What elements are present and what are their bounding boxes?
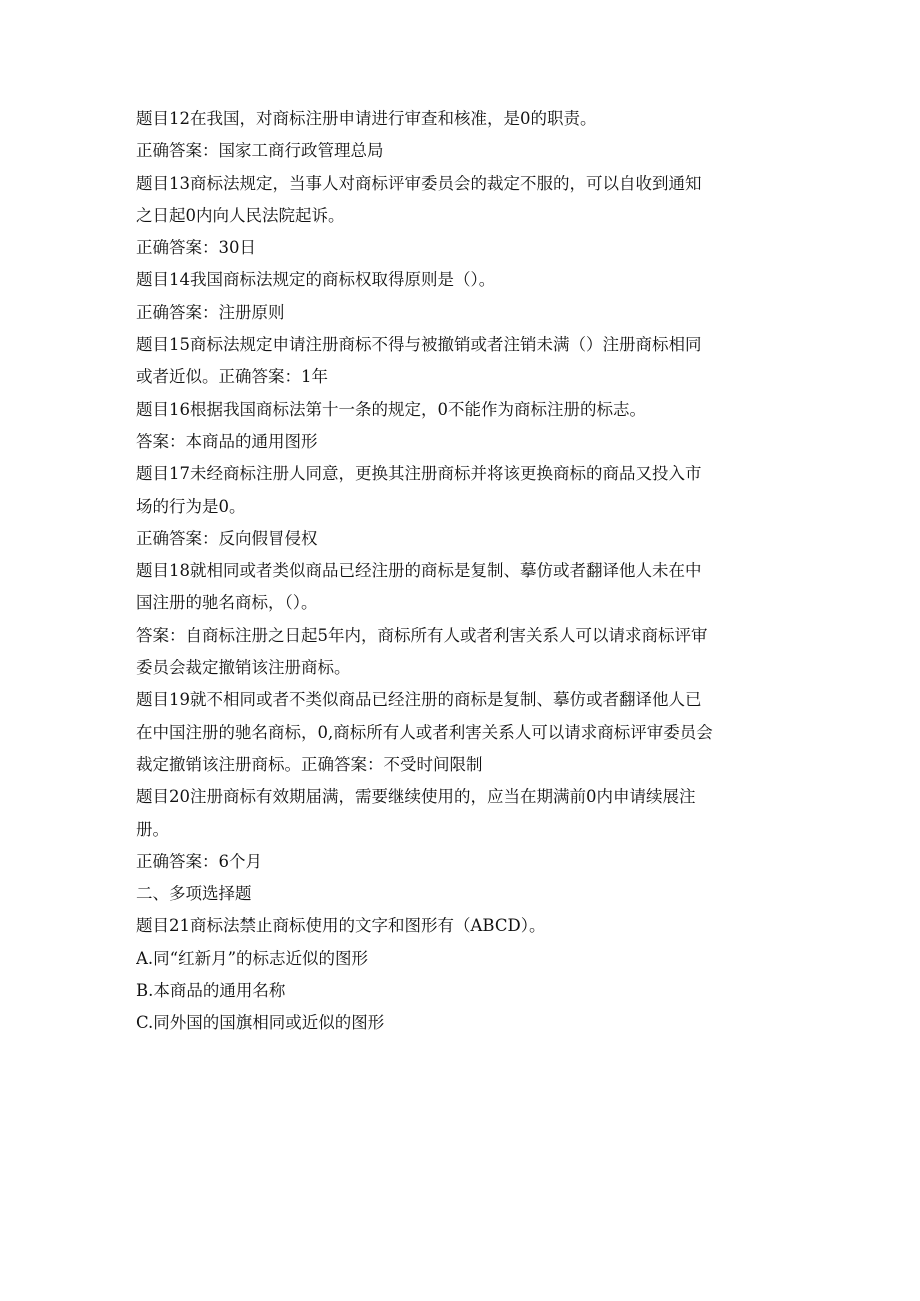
option-a: A.同“红新月”的标志近似的图形: [136, 948, 369, 968]
text-line: 题目17未经商标注册人同意，更换其注册商标并将该更换商标的商品又投入市: [136, 464, 702, 484]
text-line: 答案：自商标注册之日起5年内，商标所有人或者利害关系人可以请求商标评审: [136, 625, 708, 645]
text-line: 题目21商标法禁止商标使用的文字和图形有（ABCD）。: [136, 916, 546, 936]
text-line: 题目18就相同或者类似商品已经注册的商标是复制、摹仿或者翻译他人未在中: [136, 561, 702, 581]
text-line: 或者近似。正确答案：1年: [136, 367, 328, 387]
text-line: 正确答案：6个月: [136, 851, 262, 871]
text-line: 正确答案：注册原则: [136, 302, 285, 322]
text-line: 册。: [136, 819, 169, 839]
text-line: 之日起0内向人民法院起诉。: [136, 205, 345, 225]
text-line: 场的行为是0。: [136, 496, 246, 516]
text-line: 题目16根据我国商标法第十一条的规定，0不能作为商标注册的标志。: [136, 399, 646, 419]
text-line: 国注册的驰名商标，（）。: [136, 593, 318, 613]
text-line: 正确答案：30日: [136, 238, 256, 258]
text-line: 题目19就不相同或者不类似商品已经注册的商标是复制、摹仿或者翻译他人已: [136, 690, 702, 710]
section-heading: 二、多项选择题: [136, 884, 252, 904]
text-line: 正确答案：国家工商行政管理总局: [136, 141, 384, 161]
text-line: 题目20注册商标有效期届满，需要继续使用的，应当在期满前0内申请续展注: [136, 787, 696, 807]
document-body: [136, 103, 786, 1040]
option-c: C.同外国的国旗相同或近似的图形: [136, 1013, 385, 1033]
text-line: 题目15商标法规定申请注册商标不得与被撤销或者注销未满（）注册商标相同: [136, 335, 702, 355]
text-line: 在中国注册的驰名商标，0,商标所有人或者利害关系人可以请求商标评审委员会: [136, 722, 713, 742]
text-line: 裁定撤销该注册商标。正确答案：不受时间限制: [136, 754, 483, 774]
text-line: 题目14我国商标法规定的商标权取得原则是（）。: [136, 270, 496, 290]
text-line: 正确答案：反向假冒侵权: [136, 528, 318, 548]
text-line: 委员会裁定撤销该注册商标。: [136, 658, 351, 678]
text-line: 题目12在我国，对商标注册申请进行审查和核准，是0的职责。: [136, 109, 597, 128]
option-b: B.本商品的通用名称: [136, 981, 286, 1001]
text-line: 题目13商标法规定，当事人对商标评审委员会的裁定不服的，可以自收到通知: [136, 173, 702, 193]
text-line: 答案：本商品的通用图形: [136, 431, 318, 451]
